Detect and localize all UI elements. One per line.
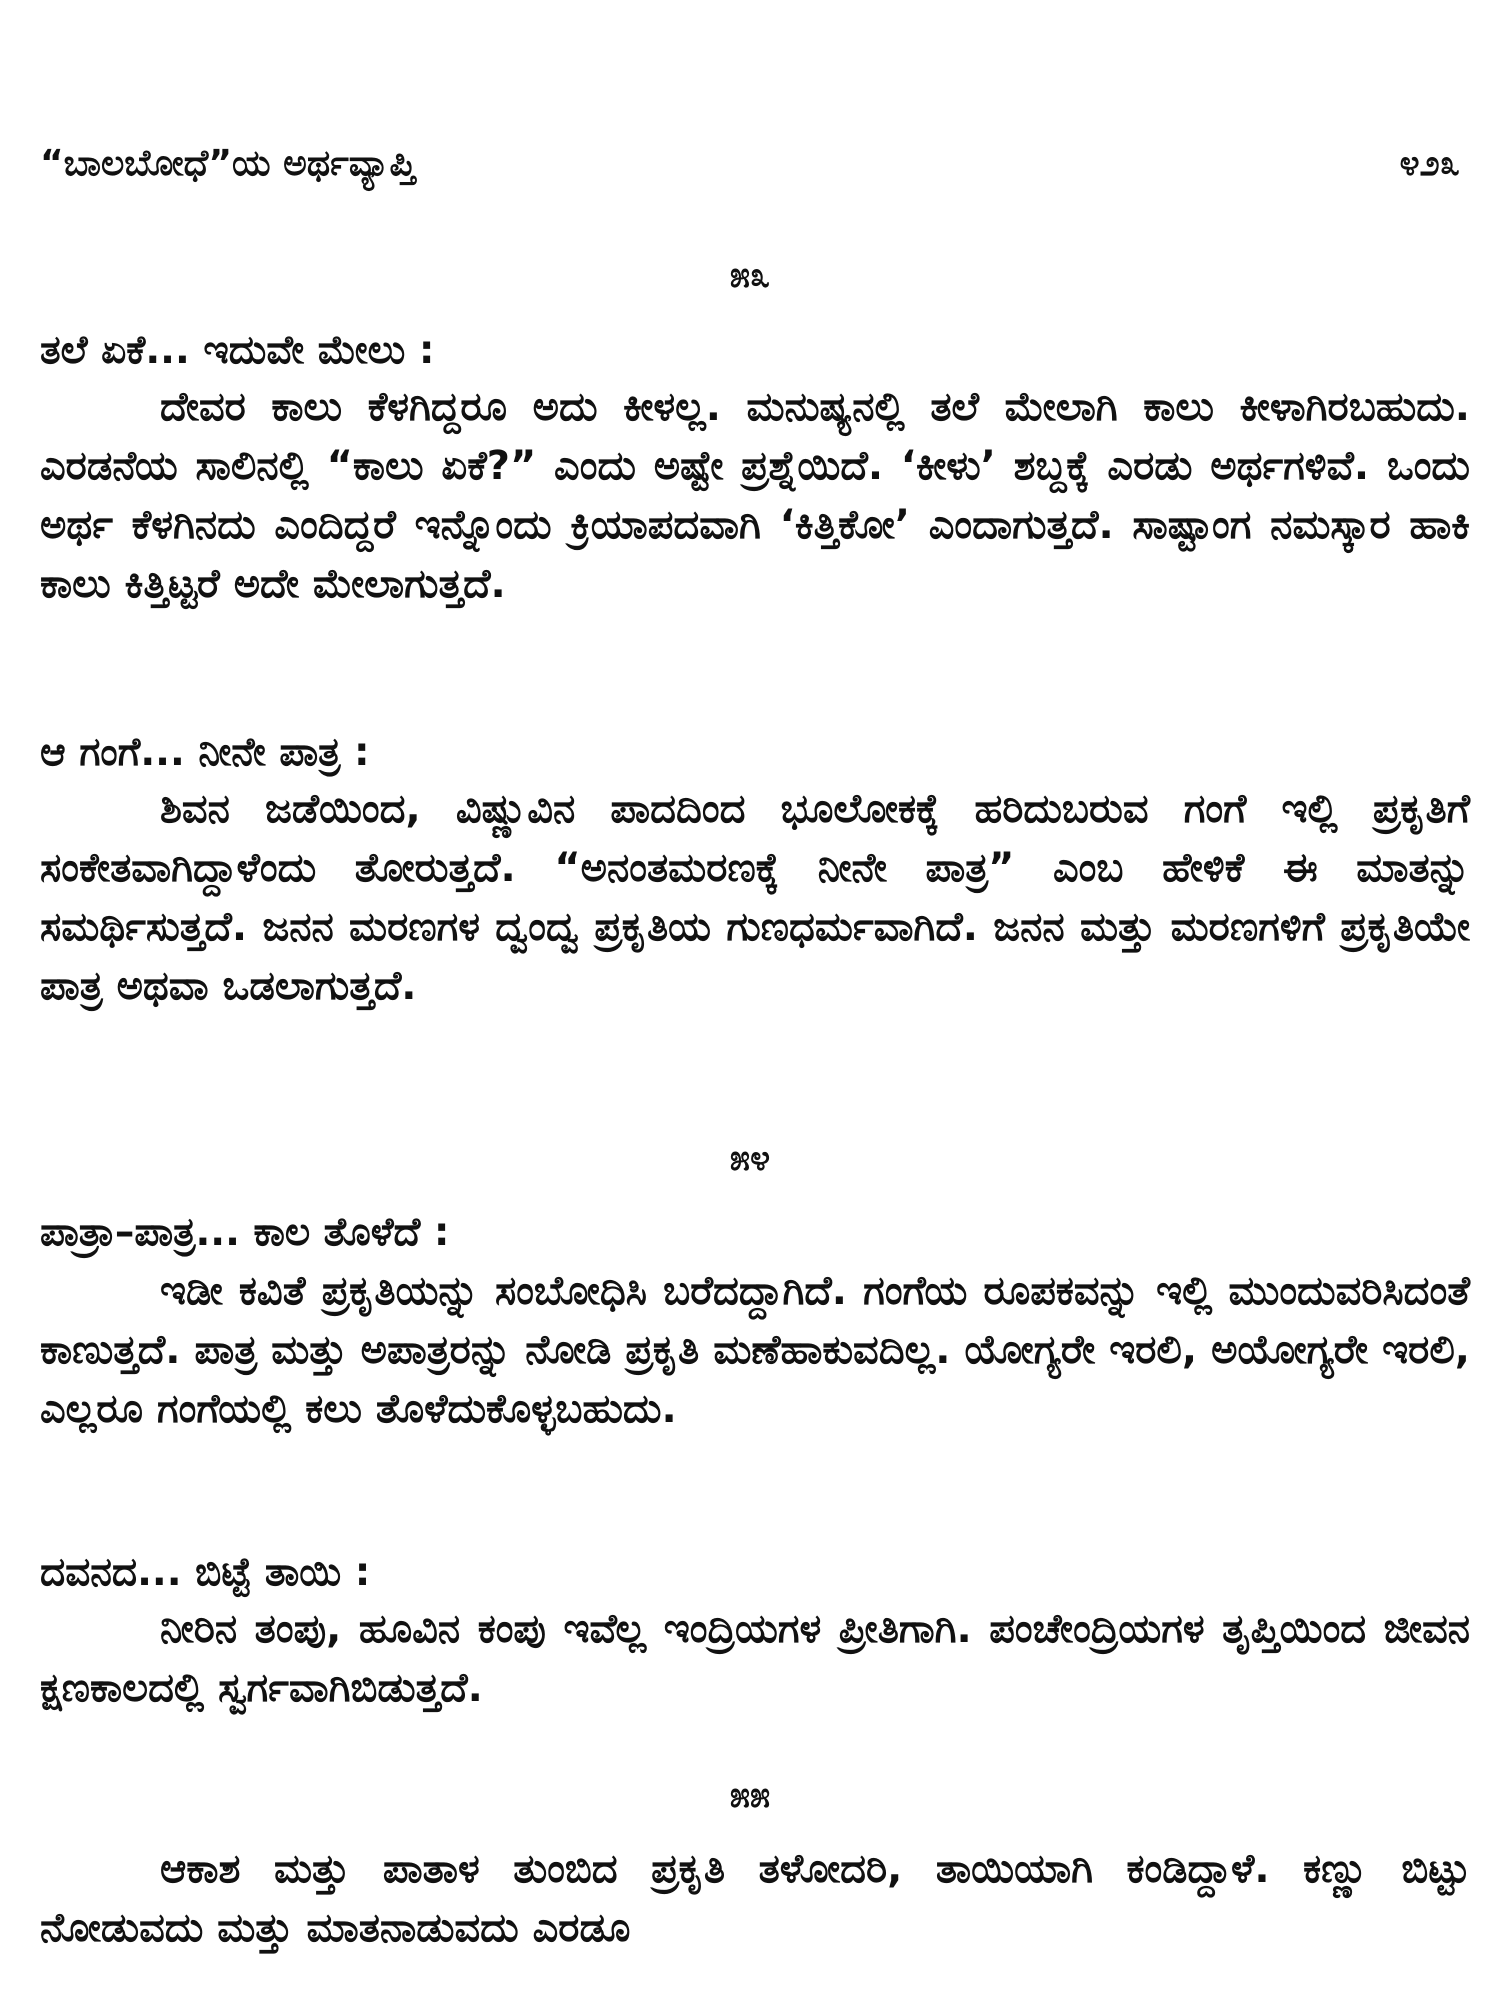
running-header	[40, 138, 1460, 190]
section-number: ೫೫	[729, 1775, 771, 1816]
entry-heading: ಪಾತ್ರಾ–ಪಾತ್ರ... ಕಾಲ ತೊಳೆದೆ :	[40, 1210, 450, 1255]
entry-heading: ಆ ಗಂಗೆ... ನೀನೇ ಪಾತ್ರ :	[40, 730, 370, 775]
page-number: ೪೨೩	[1399, 143, 1460, 184]
entry-heading: ದವನದ... ಬಿಟ್ಟೆ ತಾಯಿ :	[40, 1550, 371, 1595]
entry-heading: ತಲೆ ಏಕೆ... ಇದುವೇ ಮೇಲು :	[40, 328, 435, 373]
entry-paragraph: ಇಡೀ ಕವಿತೆ ಪ್ರಕೃತಿಯನ್ನು ಸಂಬೋಧಿಸಿ ಬರೆದದ್ದಾಗಿದೆ. ಗಂಗೆಯ ರೂಪಕವನ್ನು ಇಲ್ಲಿ ಮುಂದುವರಿಸಿದಂತೆ ಕಾಣುತ್ತದೆ. ಪಾತ್ರ ಮತ್ತು ಅಪಾತ್ರರನ್ನು ನೋಡಿ ಪ್ರಕೃತಿ ಮಣೆಹಾಕುವದಿಲ್ಲ. ಯೋಗ್ಯರೇ ಇರಲಿ, ಅಯೋಗ್ಯರೇ ಇರಲಿ, ಎಲ್ಲರೂ ಗಂಗೆಯಲ್ಲಿ ಕಲು ತೊಳೆದುಕೊಳ್ಳಬಹುದು.	[40, 1268, 1470, 1432]
section-number: ೫೩	[729, 255, 771, 296]
entry-paragraph: ದೇವರ ಕಾಲು ಕೆಳಗಿದ್ದರೂ ಅದು ಕೀಳಲ್ಲ. ಮನುಷ್ಯನಲ್ಲಿ ತಲೆ ಮೇಲಾಗಿ ಕಾಲು ಕೀಳಾಗಿರಬಹುದು. ಎರಡನೆಯ ಸಾಲಿನಲ್ಲಿ “ಕಾಲು ಏಕೆ?” ಎಂದು ಅಷ್ಟೇ ಪ್ರಶ್ನೆಯಿದೆ. ‘ಕೀಳು’ ಶಬ್ದಕ್ಕೆ ಎರಡು ಅರ್ಥಗಳಿವೆ. ಒಂದು ಅರ್ಥ ಕೆಳಗಿನದು ಎಂದಿದ್ದರೆ ಇನ್ನೊಂದು ಕ್ರಿಯಾಪದವಾಗಿ ‘ಕಿತ್ತಿಕೋ’ ಎಂದಾಗುತ್ತದೆ. ಸಾಷ್ಟಾಂಗ ನಮಸ್ಕಾರ ಹಾಕಿ ಕಾಲು ಕಿತ್ತಿಟ್ಟರೆ ಅದೇ ಮೇಲಾಗುತ್ತದೆ.	[40, 384, 1470, 607]
entry-paragraph: ಆಕಾಶ ಮತ್ತು ಪಾತಾಳ ತುಂಬಿದ ಪ್ರಕೃತಿ ತಳೋದರಿ, ತಾಯಿಯಾಗಿ ಕಂಡಿದ್ದಾಳೆ. ಕಣ್ಣು ಬಿಟ್ಟು ನೋಡುವದು ಮತ್ತು ಮಾತನಾಡುವದು ಎರಡೂ	[40, 1846, 1470, 1951]
entry-paragraph: ನೀರಿನ ತಂಪು, ಹೂವಿನ ಕಂಪು ಇವೆಲ್ಲ ಇಂದ್ರಿಯಗಳ ಪ್ರೀತಿಗಾಗಿ. ಪಂಚೇಂದ್ರಿಯಗಳ ತೃಪ್ತಿಯಿಂದ ಜೀವನ ಕ್ಷಣಕಾಲದಲ್ಲಿ ಸ್ವರ್ಗವಾಗಿಬಿಡುತ್ತದೆ.	[40, 1606, 1470, 1711]
running-title: “ಬಾಲಬೋಧೆ”ಯ ಅರ್ಥವ್ಯಾಪ್ತಿ	[40, 143, 416, 184]
entry-paragraph: ಶಿವನ ಜಡೆಯಿಂದ, ವಿಷ್ಣುವಿನ ಪಾದದಿಂದ ಭೂಲೋಕಕ್ಕೆ ಹರಿದುಬರುವ ಗಂಗೆ ಇಲ್ಲಿ ಪ್ರಕೃತಿಗೆ ಸಂಕೇತವಾಗಿದ್ದಾಳೆಂದು ತೋರುತ್ತದೆ. “ಅನಂತಮರಣಕ್ಕೆ ನೀನೇ ಪಾತ್ರ” ಎಂಬ ಹೇಳಿಕೆ ಈ ಮಾತನ್ನು ಸಮರ್ಥಿಸುತ್ತದೆ. ಜನನ ಮರಣಗಳ ದ್ವಂದ್ವ ಪ್ರಕೃತಿಯ ಗುಣಧರ್ಮವಾಗಿದೆ. ಜನನ ಮತ್ತು ಮರಣಗಳಿಗೆ ಪ್ರಕೃತಿಯೇ ಪಾತ್ರ ಅಥವಾ ಒಡಲಾಗುತ್ತದೆ.	[40, 786, 1470, 1009]
section-number: ೫೪	[729, 1138, 771, 1179]
